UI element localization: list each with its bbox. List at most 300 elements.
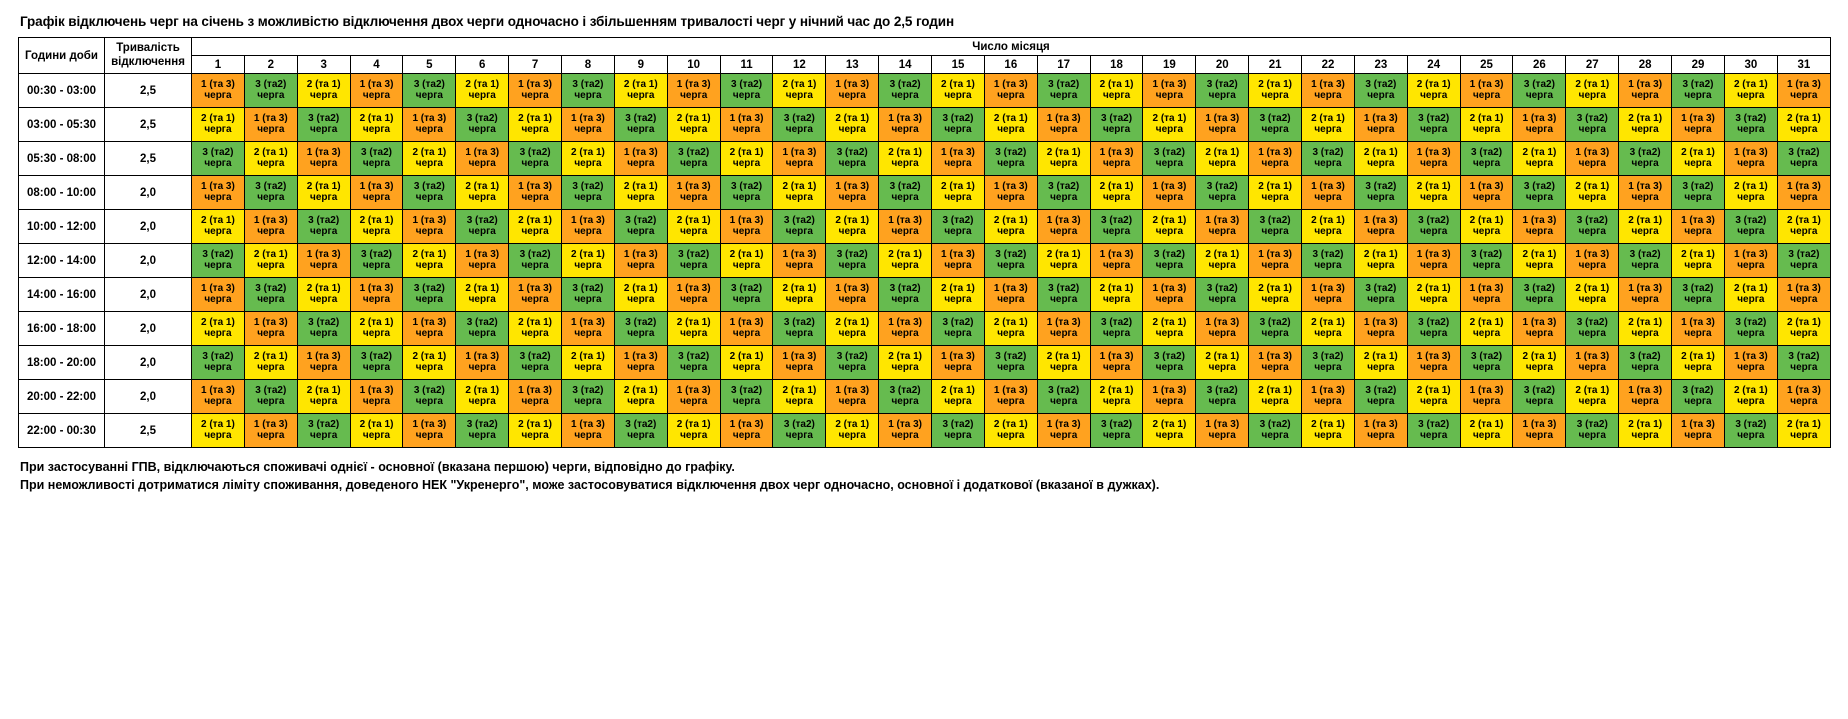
schedule-cell <box>773 380 826 414</box>
queue-word: черга <box>257 157 285 169</box>
schedule-cell <box>879 346 932 380</box>
queue-code: 2 (та 1) <box>993 418 1028 430</box>
queue-code: 3 (та2) <box>889 78 921 90</box>
column-header-day: 7 <box>509 56 562 74</box>
queue-word: черга <box>1367 191 1395 203</box>
schedule-cell <box>1724 414 1777 448</box>
schedule-cell <box>1460 244 1513 278</box>
schedule-cell <box>1249 278 1302 312</box>
queue-word: черга <box>732 327 761 339</box>
queue-code: 1 (та 3) <box>1522 112 1557 124</box>
queue-code: 3 (та2) <box>942 418 974 430</box>
queue-code: 2 (та 1) <box>1681 146 1715 158</box>
queue-word: черга <box>1684 225 1712 237</box>
queue-word: черга <box>1790 225 1818 237</box>
queue-code: 2 (та 1) <box>1099 180 1134 192</box>
queue-word: черга <box>310 361 338 373</box>
queue-word: черга <box>1578 395 1606 407</box>
column-header-day: 25 <box>1460 56 1513 74</box>
queue-code: 3 (та2) <box>625 418 657 430</box>
queue-word: черга <box>362 259 391 271</box>
schedule-cell <box>1724 312 1777 346</box>
queue-word: черга <box>1261 327 1289 339</box>
schedule-cell <box>403 142 456 176</box>
queue-word: черга <box>1208 225 1236 237</box>
schedule-cell <box>562 210 615 244</box>
queue-code: 3 (та2) <box>625 316 657 328</box>
schedule-cell <box>562 244 615 278</box>
schedule-cell <box>1672 380 1725 414</box>
schedule-cell <box>1143 74 1196 108</box>
queue-code: 3 (та2) <box>1576 418 1608 430</box>
schedule-cell <box>350 176 403 210</box>
queue-code: 1 (та 3) <box>1575 248 1610 260</box>
queue-code: 1 (та 3) <box>465 350 500 362</box>
queue-code: 2 (та 1) <box>253 350 288 362</box>
queue-word: черга <box>574 293 602 305</box>
queue-word: черга <box>310 123 338 135</box>
column-header-month: Число місяця <box>192 38 1831 56</box>
schedule-cell <box>1619 244 1672 278</box>
queue-word: черга <box>1631 429 1659 441</box>
schedule-cell <box>1777 244 1830 278</box>
queue-word: черга <box>415 293 443 305</box>
schedule-cell <box>720 74 773 108</box>
queue-code: 1 (та 3) <box>253 112 288 124</box>
schedule-cell <box>667 108 720 142</box>
schedule-cell <box>1196 278 1249 312</box>
header-row-days <box>19 56 1831 74</box>
schedule-cell <box>932 278 985 312</box>
queue-code: 2 (та 1) <box>1469 418 1504 430</box>
table-header <box>19 38 1831 74</box>
schedule-cell <box>1566 244 1619 278</box>
queue-code: 2 (та 1) <box>201 316 235 328</box>
schedule-cell <box>1513 278 1566 312</box>
queue-code: 1 (та 3) <box>1258 146 1293 158</box>
schedule-cell <box>667 210 720 244</box>
queue-word: черга <box>415 191 443 203</box>
queue-code: 1 (та 3) <box>1628 78 1663 90</box>
queue-word: черга <box>1208 429 1236 441</box>
schedule-cell <box>826 176 879 210</box>
queue-code: 3 (та2) <box>1206 78 1238 90</box>
schedule-cell <box>720 142 773 176</box>
schedule-cell <box>1037 74 1090 108</box>
schedule-cell <box>1302 414 1355 448</box>
queue-word: черга <box>1631 361 1659 373</box>
queue-word: черга <box>1737 225 1765 237</box>
schedule-cell <box>667 74 720 108</box>
row-hours-label: 16:00 - 18:00 <box>19 312 105 346</box>
queue-code: 3 (та2) <box>1629 146 1661 158</box>
queue-word: черга <box>1367 361 1395 373</box>
queue-code: 2 (та 1) <box>518 316 552 328</box>
schedule-cell <box>403 244 456 278</box>
queue-code: 2 (та 1) <box>993 214 1028 226</box>
queue-code: 3 (та2) <box>889 180 921 192</box>
queue-word: черга <box>944 225 972 237</box>
queue-code: 2 (та 1) <box>1469 214 1504 226</box>
queue-code: 3 (та2) <box>1048 384 1080 396</box>
schedule-cell <box>932 108 985 142</box>
queue-word: черга <box>997 89 1025 101</box>
schedule-cell <box>1143 278 1196 312</box>
queue-code: 3 (та2) <box>678 350 710 362</box>
queue-code: 3 (та2) <box>1365 78 1397 90</box>
queue-code: 2 (та 1) <box>1786 112 1821 124</box>
queue-code: 2 (та 1) <box>1046 248 1081 260</box>
queue-code: 1 (та 3) <box>676 384 711 396</box>
schedule-cell <box>720 414 773 448</box>
queue-word: черга <box>521 259 549 271</box>
queue-word: черга <box>1472 395 1501 407</box>
schedule-cell <box>244 346 297 380</box>
column-header-day: 19 <box>1143 56 1196 74</box>
queue-word: черга <box>1472 157 1501 169</box>
schedule-cell <box>350 346 403 380</box>
queue-word: черга <box>204 123 232 135</box>
queue-code: 3 (та2) <box>1523 384 1555 396</box>
queue-word: черга <box>1420 89 1448 101</box>
queue-code: 1 (та 3) <box>359 78 394 90</box>
schedule-cell <box>879 176 932 210</box>
schedule-cell <box>1249 176 1302 210</box>
queue-word: черга <box>1050 225 1078 237</box>
queue-word: черга <box>1367 225 1395 237</box>
schedule-cell <box>773 312 826 346</box>
queue-code: 1 (та 3) <box>1205 418 1240 430</box>
queue-word: черга <box>1261 259 1289 271</box>
queue-code: 3 (та2) <box>1471 146 1503 158</box>
queue-word: черга <box>574 361 602 373</box>
queue-code: 3 (та2) <box>1471 350 1503 362</box>
schedule-cell <box>720 312 773 346</box>
queue-word: черга <box>1208 361 1236 373</box>
schedule-cell <box>1037 210 1090 244</box>
queue-code: 2 (та 1) <box>782 180 817 192</box>
queue-code: 3 (та2) <box>1048 180 1080 192</box>
schedule-cell <box>1143 380 1196 414</box>
queue-code: 1 (та 3) <box>465 248 500 260</box>
queue-code: 1 (та 3) <box>729 418 764 430</box>
queue-code: 3 (та2) <box>1101 418 1133 430</box>
queue-code: 3 (та2) <box>202 248 234 260</box>
queue-code: 2 (та 1) <box>1099 384 1134 396</box>
queue-code: 3 (та2) <box>783 316 815 328</box>
schedule-cell <box>1037 346 1090 380</box>
schedule-cell <box>1513 108 1566 142</box>
queue-word: черга <box>257 327 285 339</box>
queue-word: черга <box>521 157 549 169</box>
schedule-cell <box>1513 74 1566 108</box>
schedule-cell <box>879 278 932 312</box>
queue-word: черга <box>944 395 972 407</box>
queue-code: 2 (та 1) <box>1416 78 1451 90</box>
queue-code: 1 (та 3) <box>729 316 764 328</box>
queue-word: черга <box>1472 429 1501 441</box>
queue-code: 3 (та2) <box>1153 146 1185 158</box>
queue-word: черга <box>1631 89 1659 101</box>
queue-word: черга <box>521 225 549 237</box>
schedule-cell <box>720 346 773 380</box>
queue-code: 3 (та2) <box>836 248 868 260</box>
queue-word: черга <box>1684 361 1712 373</box>
schedule-cell <box>1143 108 1196 142</box>
queue-word: черга <box>1684 89 1712 101</box>
queue-word: черга <box>468 293 496 305</box>
schedule-cell <box>1460 142 1513 176</box>
queue-code: 2 (та 1) <box>1416 180 1451 192</box>
queue-word: черга <box>1472 361 1501 373</box>
queue-word: черга <box>1102 395 1131 407</box>
schedule-cell <box>1090 142 1143 176</box>
queue-word: черга <box>362 123 391 135</box>
schedule-cell <box>1777 380 1830 414</box>
schedule-cell <box>667 278 720 312</box>
row-duration-value: 2,0 <box>105 380 192 414</box>
queue-code: 3 (та2) <box>308 112 340 124</box>
table-row <box>19 142 1831 176</box>
queue-word: черга <box>415 157 443 169</box>
queue-word: черга <box>891 395 919 407</box>
queue-code: 2 (та 1) <box>1152 214 1187 226</box>
schedule-cell <box>1724 244 1777 278</box>
queue-code: 2 (та 1) <box>1628 316 1663 328</box>
queue-code: 3 (та2) <box>836 146 868 158</box>
queue-code: 2 (та 1) <box>518 214 552 226</box>
duration-label-line2: відключення <box>111 55 185 68</box>
schedule-cell <box>1354 176 1407 210</box>
queue-code: 3 (та2) <box>1735 214 1767 226</box>
queue-word: черга <box>1102 157 1131 169</box>
schedule-cell <box>1249 142 1302 176</box>
schedule-cell <box>1407 278 1460 312</box>
schedule-cell <box>1302 312 1355 346</box>
queue-word: черга <box>204 225 232 237</box>
schedule-cell <box>350 244 403 278</box>
queue-word: черга <box>732 293 761 305</box>
queue-code: 1 (та 3) <box>1311 282 1345 294</box>
queue-code: 2 (та 1) <box>729 350 764 362</box>
queue-word: черга <box>1314 259 1342 271</box>
queue-word: черга <box>1420 123 1448 135</box>
schedule-cell <box>1777 210 1830 244</box>
queue-code: 1 (та 3) <box>359 384 394 396</box>
schedule-cell <box>932 244 985 278</box>
queue-word: черга <box>1155 191 1183 203</box>
queue-word: черга <box>1155 89 1183 101</box>
queue-word: черга <box>1684 395 1712 407</box>
queue-word: черга <box>997 225 1025 237</box>
queue-code: 2 (та 1) <box>518 112 552 124</box>
queue-word: черга <box>785 361 813 373</box>
queue-code: 2 (та 1) <box>1575 282 1610 294</box>
queue-word: черга <box>838 89 866 101</box>
queue-word: черга <box>732 157 761 169</box>
queue-code: 1 (та 3) <box>782 248 817 260</box>
queue-code: 3 (та2) <box>1682 282 1714 294</box>
schedule-cell <box>1354 380 1407 414</box>
schedule-cell <box>297 278 350 312</box>
queue-code: 1 (та 3) <box>993 78 1028 90</box>
queue-word: черга <box>1525 157 1554 169</box>
row-hours-label: 14:00 - 16:00 <box>19 278 105 312</box>
queue-code: 2 (та 1) <box>1575 180 1610 192</box>
queue-code: 3 (та2) <box>519 248 551 260</box>
schedule-cell <box>667 346 720 380</box>
row-duration-value: 2,0 <box>105 278 192 312</box>
queue-code: 3 (та2) <box>731 78 763 90</box>
queue-code: 1 (та 3) <box>1681 316 1715 328</box>
schedule-cell <box>720 278 773 312</box>
schedule-cell <box>403 108 456 142</box>
row-hours-label: 22:00 - 00:30 <box>19 414 105 448</box>
queue-word: черга <box>1525 361 1554 373</box>
outage-schedule-table <box>18 37 1831 448</box>
schedule-cell <box>192 414 245 448</box>
schedule-cell <box>509 244 562 278</box>
schedule-cell <box>244 210 297 244</box>
queue-word: черга <box>310 191 338 203</box>
queue-code: 2 (та 1) <box>1786 418 1821 430</box>
queue-code: 1 (та 3) <box>518 180 552 192</box>
queue-word: черга <box>1684 157 1712 169</box>
schedule-cell <box>403 278 456 312</box>
queue-code: 2 (та 1) <box>676 112 711 124</box>
queue-word: черга <box>1102 429 1131 441</box>
schedule-cell <box>1037 380 1090 414</box>
queue-code: 1 (та 3) <box>1522 418 1557 430</box>
queue-word: черга <box>1631 225 1659 237</box>
schedule-cell <box>509 176 562 210</box>
schedule-cell <box>1777 346 1830 380</box>
table-row <box>19 176 1831 210</box>
queue-code: 1 (та 3) <box>888 418 922 430</box>
queue-code: 1 (та 3) <box>1046 418 1081 430</box>
schedule-cell <box>1724 210 1777 244</box>
queue-code: 3 (та2) <box>1312 350 1344 362</box>
queue-word: черга <box>204 89 232 101</box>
queue-code: 2 (та 1) <box>359 418 394 430</box>
queue-word: черга <box>574 429 602 441</box>
queue-word: черга <box>1102 191 1131 203</box>
schedule-cell <box>1672 74 1725 108</box>
schedule-cell <box>667 244 720 278</box>
queue-code: 1 (та 3) <box>676 78 711 90</box>
queue-code: 1 (та 3) <box>1522 316 1557 328</box>
queue-code: 3 (та2) <box>1153 248 1185 260</box>
schedule-cell <box>614 278 667 312</box>
column-header-day: 1 <box>192 56 245 74</box>
schedule-cell <box>879 74 932 108</box>
schedule-cell <box>509 278 562 312</box>
queue-code: 1 (та 3) <box>306 248 341 260</box>
queue-word: черга <box>997 327 1025 339</box>
schedule-cell <box>1460 210 1513 244</box>
queue-word: черга <box>680 89 708 101</box>
schedule-cell <box>456 142 509 176</box>
queue-word: черга <box>785 191 813 203</box>
queue-code: 2 (та 1) <box>941 384 975 396</box>
queue-word: черга <box>1525 89 1554 101</box>
queue-code: 1 (та 3) <box>1205 214 1240 226</box>
queue-code: 2 (та 1) <box>1258 384 1293 396</box>
queue-word: черга <box>1737 123 1765 135</box>
schedule-cell <box>1513 142 1566 176</box>
queue-code: 3 (та2) <box>413 282 445 294</box>
queue-code: 2 (та 1) <box>1099 78 1134 90</box>
schedule-cell <box>1196 108 1249 142</box>
queue-code: 2 (та 1) <box>1469 316 1504 328</box>
schedule-cell <box>403 312 456 346</box>
queue-code: 3 (та2) <box>1788 350 1820 362</box>
queue-word: черга <box>1525 123 1554 135</box>
queue-code: 2 (та 1) <box>1733 384 1768 396</box>
queue-code: 2 (та 1) <box>1205 248 1240 260</box>
queue-code: 2 (та 1) <box>729 248 764 260</box>
column-header-day: 27 <box>1566 56 1619 74</box>
queue-code: 2 (та 1) <box>201 214 235 226</box>
column-header-day: 31 <box>1777 56 1830 74</box>
queue-code: 1 (та 3) <box>1311 180 1345 192</box>
queue-word: черга <box>732 361 761 373</box>
queue-code: 2 (та 1) <box>465 282 500 294</box>
queue-code: 2 (та 1) <box>993 112 1028 124</box>
queue-word: черга <box>1472 293 1501 305</box>
queue-word: черга <box>785 429 813 441</box>
schedule-cell <box>1407 244 1460 278</box>
queue-code: 1 (та 3) <box>201 384 235 396</box>
queue-code: 2 (та 1) <box>782 384 817 396</box>
queue-code: 1 (та 3) <box>993 384 1028 396</box>
schedule-cell <box>1672 244 1725 278</box>
queue-word: черга <box>1208 327 1236 339</box>
queue-word: черга <box>310 89 338 101</box>
queue-code: 1 (та 3) <box>623 350 658 362</box>
queue-code: 1 (та 3) <box>201 282 235 294</box>
queue-code: 2 (та 1) <box>359 112 394 124</box>
schedule-cell <box>1566 176 1619 210</box>
schedule-cell <box>1407 176 1460 210</box>
queue-word: черга <box>1208 293 1236 305</box>
schedule-cell <box>984 244 1037 278</box>
schedule-cell <box>456 414 509 448</box>
queue-code: 2 (та 1) <box>1416 384 1451 396</box>
queue-code: 2 (та 1) <box>676 214 711 226</box>
queue-word: черга <box>1102 327 1131 339</box>
queue-word: черга <box>1050 123 1078 135</box>
queue-word: черга <box>1420 429 1448 441</box>
schedule-cell <box>1302 176 1355 210</box>
queue-code: 2 (та 1) <box>835 418 870 430</box>
row-hours-label: 00:30 - 03:00 <box>19 74 105 108</box>
queue-code: 3 (та2) <box>308 214 340 226</box>
queue-code: 2 (та 1) <box>941 282 975 294</box>
queue-code: 3 (та2) <box>1523 180 1555 192</box>
queue-code: 1 (та 3) <box>835 384 870 396</box>
queue-code: 3 (та2) <box>1523 282 1555 294</box>
queue-word: черга <box>1102 225 1131 237</box>
queue-word: черга <box>838 123 866 135</box>
queue-word: черга <box>1631 293 1659 305</box>
queue-code: 1 (та 3) <box>571 112 605 124</box>
queue-code: 1 (та 3) <box>412 418 447 430</box>
queue-code: 1 (та 3) <box>1099 248 1134 260</box>
queue-code: 3 (та2) <box>1206 180 1238 192</box>
schedule-cell <box>1777 74 1830 108</box>
queue-code: 3 (та2) <box>1259 214 1291 226</box>
